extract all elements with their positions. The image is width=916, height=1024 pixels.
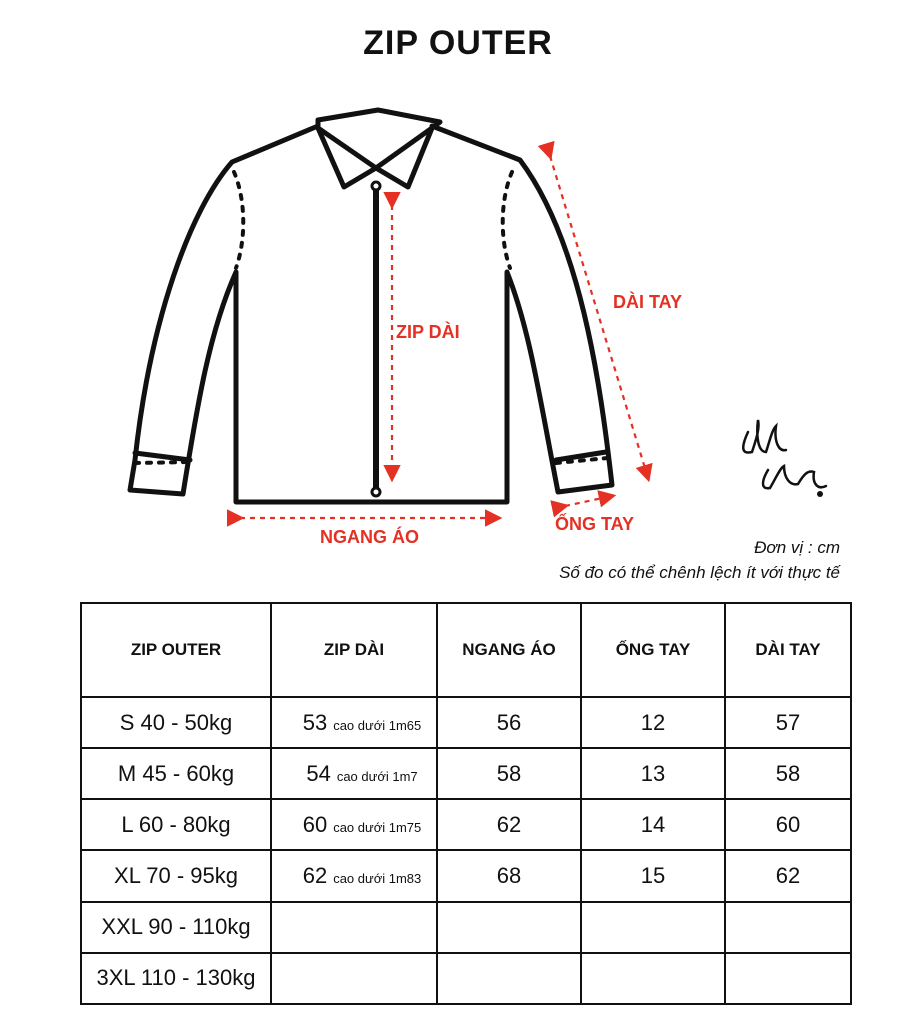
- header-sleeve: DÀI TAY: [725, 603, 851, 697]
- signature-logo: [743, 420, 826, 497]
- size-table: [80, 602, 852, 1005]
- header-cuff: ỐNG TAY: [581, 603, 725, 697]
- sleeve-cell: 62: [725, 850, 851, 901]
- zip-value: 53: [302, 709, 328, 735]
- size-cell: M 45 - 60kg: [81, 748, 271, 799]
- width-cell: [437, 902, 581, 953]
- cuff-cell: 15: [581, 850, 725, 901]
- page-title: ZIP OUTER: [363, 24, 553, 62]
- table-row: [81, 748, 851, 799]
- header-size: ZIP OUTER: [81, 603, 271, 697]
- size-cell: L 60 - 80kg: [81, 799, 271, 850]
- size-cell: S 40 - 50kg: [81, 697, 271, 748]
- cuff-cell: [581, 953, 725, 1004]
- size-cell: 3XL 110 - 130kg: [81, 953, 271, 1004]
- label-cuff: ỐNG TAY: [555, 514, 635, 534]
- zip-value: 54: [306, 760, 331, 786]
- jacket-outline: [130, 110, 612, 502]
- table-row: [81, 953, 851, 1004]
- zip-note: cao dưới 1m75: [333, 819, 422, 835]
- label-zip-length: ZIP DÀI: [396, 322, 460, 342]
- table-row: [81, 850, 851, 901]
- zip-note: cao dưới 1m7: [336, 768, 418, 784]
- table-row: [81, 902, 851, 953]
- zip-value: 60: [302, 811, 328, 837]
- size-cell: XXL 90 - 110kg: [81, 902, 271, 953]
- table-row: [81, 697, 851, 748]
- label-chest-width: NGANG ÁO: [320, 527, 419, 547]
- cuff-cell: 14: [581, 799, 725, 850]
- cuff-cell: 13: [581, 748, 725, 799]
- width-cell: 62: [437, 799, 581, 850]
- header-zip-length: ZIP DÀI: [271, 603, 437, 697]
- width-cell: 68: [437, 850, 581, 901]
- zip-note: cao dưới 1m65: [333, 717, 422, 733]
- dotted-seams: [135, 172, 608, 463]
- cuff-cell: [581, 902, 725, 953]
- disclaimer-note: Số đo có thể chênh lệch ít với thực tế: [559, 563, 840, 582]
- cuff-cell: 12: [581, 697, 725, 748]
- zip-cell: [271, 799, 437, 850]
- sleeve-cell: 58: [725, 748, 851, 799]
- sleeve-cell: [725, 953, 851, 1004]
- zip-note: cao dưới 1m83: [333, 871, 422, 887]
- zip-cell: [271, 697, 437, 748]
- sleeve-cell: 57: [725, 697, 851, 748]
- zip-cell: [271, 902, 437, 953]
- header-width: NGANG ÁO: [437, 603, 581, 697]
- width-cell: 56: [437, 697, 581, 748]
- table-row: [81, 799, 851, 850]
- sleeve-cell: [725, 902, 851, 953]
- table-header-row: [81, 603, 851, 697]
- unit-note: Đơn vị : cm: [754, 538, 840, 557]
- label-sleeve-length: DÀI TAY: [613, 292, 683, 312]
- sleeve-cell: 60: [725, 799, 851, 850]
- zip-cell: [271, 850, 437, 901]
- zipper: [372, 182, 380, 496]
- size-cell: XL 70 - 95kg: [81, 850, 271, 901]
- zip-cell: [271, 748, 437, 799]
- zip-value: 62: [302, 863, 328, 889]
- zip-cell: [271, 953, 437, 1004]
- width-cell: 58: [437, 748, 581, 799]
- width-cell: [437, 953, 581, 1004]
